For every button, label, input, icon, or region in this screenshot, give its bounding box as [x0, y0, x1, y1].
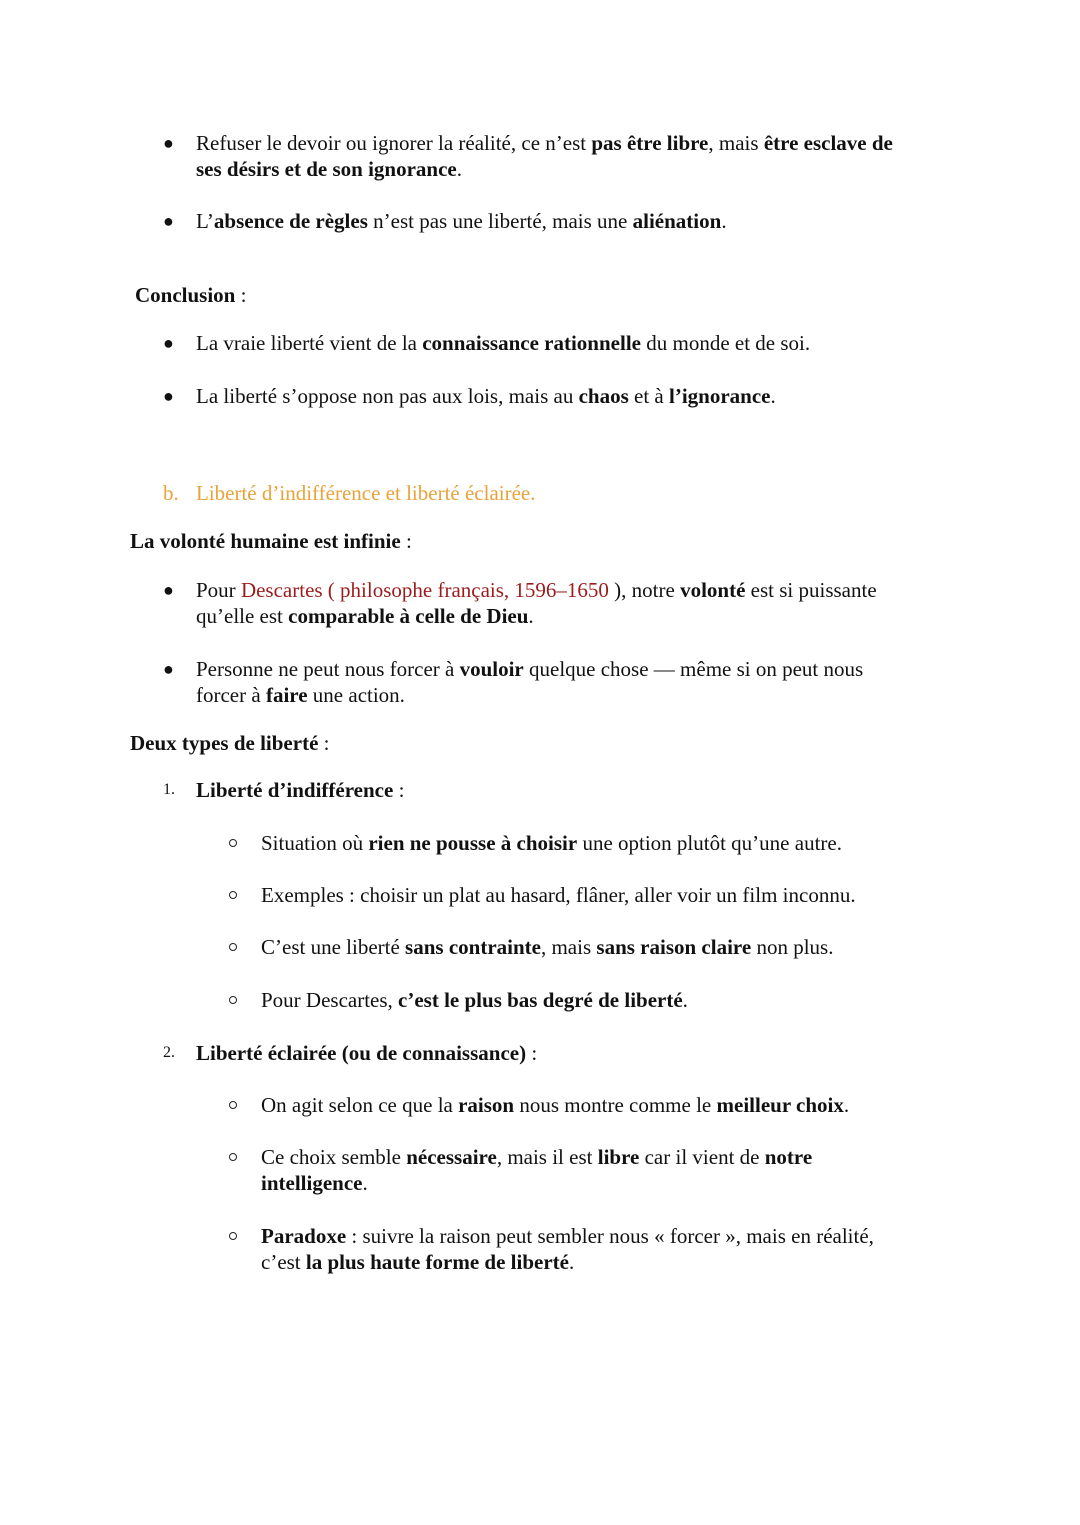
- text-run: car il vient de: [639, 1145, 765, 1169]
- rich-line: [196, 156, 462, 182]
- rich-line: [261, 1092, 849, 1118]
- volonte-heading: La volonté humaine est infinie :: [130, 529, 412, 553]
- bold-text: la plus haute forme de liberté: [305, 1250, 569, 1274]
- bold-text: ses désirs et de son ignorance: [196, 157, 457, 181]
- rich-line: [261, 882, 856, 908]
- rich-line: [261, 934, 833, 960]
- bold-text: connaissance rationnelle: [422, 331, 641, 355]
- descartes-line: Pour Descartes ( philosophe français, 1596–1650 ), notre volonté est si puissante: [196, 578, 877, 602]
- text-run: ), notre: [608, 578, 681, 602]
- bold-text: faire: [265, 683, 308, 707]
- text-run: du monde et de soi.: [640, 331, 811, 355]
- bold-text: chaos: [578, 384, 629, 408]
- bold-text: raison: [458, 1093, 515, 1117]
- text-run: forcer à: [196, 683, 266, 707]
- bold-text: notre: [764, 1145, 813, 1169]
- conclusion-label: Conclusion: [135, 283, 236, 307]
- text-run: , mais: [708, 131, 764, 155]
- bold-text: intelligence: [261, 1171, 363, 1195]
- bold-text: Paradoxe: [261, 1224, 347, 1248]
- conclusion-heading: Conclusion :: [135, 283, 247, 307]
- type-1-title: Liberté d’indifférence :: [196, 778, 405, 802]
- list-number: 1.: [163, 781, 175, 798]
- text-run: .: [456, 157, 462, 181]
- circle-bullet-icon: [229, 1101, 237, 1109]
- text-run: et à: [628, 384, 670, 408]
- text-run: : suivre la raison peut sembler nous « forcer », mais en réalité,: [346, 1224, 874, 1248]
- rich-line: [261, 830, 842, 856]
- text-run: qu’elle est: [196, 604, 289, 628]
- descartes-reference: Descartes ( philosophe français, 1596–1650: [240, 578, 609, 602]
- rich-line: [196, 656, 863, 682]
- bold-text: être esclave de: [763, 131, 893, 155]
- bold-text: libre: [597, 1145, 640, 1169]
- text-run: La vraie liberté vient de la: [196, 331, 423, 355]
- bullet-icon: ●: [163, 211, 174, 231]
- bold-text: sans contrainte: [405, 935, 541, 959]
- section-b-marker: b.: [163, 481, 179, 505]
- deux-types-heading: Deux types de liberté :: [130, 731, 330, 755]
- bold-text: meilleur choix: [716, 1093, 844, 1117]
- text-run: Refuser le devoir ou ignorer la réalité, ce n’est: [196, 131, 592, 155]
- rich-line: [196, 383, 776, 409]
- text-run: non plus.: [751, 935, 834, 959]
- bold-text: pas être libre: [591, 131, 709, 155]
- circle-bullet-icon: [229, 996, 237, 1004]
- text-run: nous montre comme le: [514, 1093, 717, 1117]
- text-run: .: [682, 988, 688, 1012]
- bold-text: absence de règles: [213, 209, 368, 233]
- list-number: 2.: [163, 1044, 175, 1061]
- bold-text: aliénation: [632, 209, 722, 233]
- circle-bullet-icon: [229, 943, 237, 951]
- type-2-title: Liberté éclairée (ou de connaissance) :: [196, 1041, 538, 1065]
- bullet-icon: ●: [163, 386, 174, 406]
- bold-text: sans raison claire: [596, 935, 752, 959]
- rich-line: [196, 603, 534, 629]
- text-run: une action.: [307, 683, 405, 707]
- bold-text: comparable à celle de Dieu: [288, 604, 529, 628]
- text-run: .: [528, 604, 534, 628]
- rich-line: [261, 1223, 874, 1249]
- text-run: est si puissante: [745, 578, 877, 602]
- rich-line: [261, 1170, 368, 1196]
- section-b-heading: [163, 480, 536, 506]
- bold-text: rien ne pousse à choisir: [368, 831, 578, 855]
- text-run: Ce choix semble: [261, 1145, 407, 1169]
- text-run: L’: [196, 209, 214, 233]
- bold-text: c’est le plus bas degré de liberté: [398, 988, 683, 1012]
- text-run: La liberté s’oppose non pas aux lois, mais au: [196, 384, 579, 408]
- bold-text: l’ignorance: [669, 384, 771, 408]
- rich-line: [196, 130, 893, 156]
- rich-line: [261, 1249, 574, 1275]
- text-run: , mais il est: [496, 1145, 598, 1169]
- text-run: On agit selon ce que la: [261, 1093, 459, 1117]
- text-run: quelque chose — même si on peut nous: [523, 657, 864, 681]
- text-run: Situation où: [261, 831, 369, 855]
- section-b-title: Liberté d’indifférence et liberté éclairée.: [196, 481, 536, 505]
- rich-line: [261, 1144, 812, 1170]
- bold-text: nécessaire: [406, 1145, 497, 1169]
- text-run: Exemples : choisir un plat au hasard, flâner, aller voir un film inconnu.: [261, 883, 856, 907]
- circle-bullet-icon: [229, 891, 237, 899]
- text-run: , mais: [540, 935, 597, 959]
- text-run: n’est pas une liberté, mais une: [367, 209, 633, 233]
- text-run: Personne ne peut nous forcer à: [196, 657, 460, 681]
- circle-bullet-icon: [229, 1232, 237, 1240]
- text-run: C’est une liberté: [261, 935, 406, 959]
- text-run: .: [568, 1250, 575, 1274]
- text-run: .: [721, 209, 727, 233]
- text-run: .: [770, 384, 776, 408]
- rich-line: [196, 330, 810, 356]
- bold-text: vouloir: [459, 657, 524, 681]
- text-run: Pour Descartes,: [261, 988, 399, 1012]
- bullet-icon: ●: [163, 580, 174, 600]
- bullet-icon: ●: [163, 333, 174, 353]
- circle-bullet-icon: [229, 1153, 237, 1161]
- rich-line: [196, 682, 405, 708]
- bold-text: volonté: [680, 578, 746, 602]
- rich-line: [196, 208, 727, 234]
- bullet-icon: ●: [163, 133, 174, 153]
- text-run: .: [843, 1093, 850, 1117]
- bullet-icon: ●: [163, 659, 174, 679]
- text-run: c’est: [261, 1250, 306, 1274]
- rich-line: [261, 987, 688, 1013]
- text-run: .: [362, 1171, 368, 1195]
- circle-bullet-icon: [229, 839, 237, 847]
- text-run: une option plutôt qu’une autre.: [577, 831, 842, 855]
